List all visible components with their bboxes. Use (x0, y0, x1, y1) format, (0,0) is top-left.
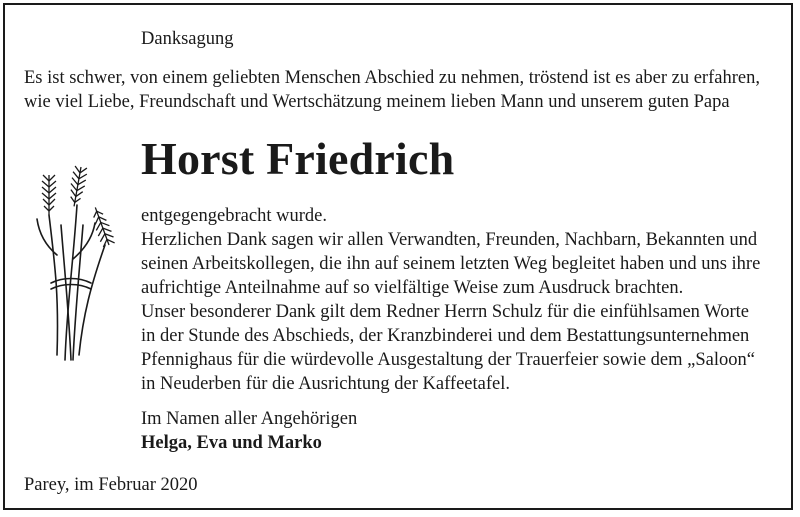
body-line: Herzlichen Dank sagen wir allen Verwandten, Freunden, Nachbarn, Bekannten und (141, 230, 758, 250)
place-date: Parey, im Februar 2020 (24, 475, 198, 495)
signature-block (141, 407, 357, 455)
intro-line: Es ist schwer, von einem geliebten Menschen Abschied zu nehmen, tröstend ist es aber zu erfahren, (24, 68, 760, 88)
body-line: in Neuderben für die Ausrichtung der Kaffeetafel. (141, 374, 510, 394)
body-text (141, 204, 760, 396)
wheat-sheaf-icon (27, 155, 137, 365)
body-line: Unser besonderer Dank gilt dem Redner Herrn Schulz für die einfühlsamen Worte (141, 302, 749, 322)
closing-line: Im Namen aller Angehörigen (141, 409, 358, 429)
body-line: seinen Arbeitskollegen, die ihn auf seinem letzten Weg begleitet haben und uns ihre (141, 254, 761, 274)
obituary-card (3, 3, 793, 510)
body-line: Pfennighaus für die würdevolle Ausgestaltung der Trauerfeier sowie dem „Saloon“ (141, 350, 755, 370)
body-line: aufrichtige Anteilnahme auf so vielfältige Weise zum Ausdruck brachten. (141, 278, 684, 298)
intro-text (24, 66, 760, 114)
body-line: in der Stunde des Abschieds, der Kranzbinderei und dem Bestattungsunternehmen (141, 326, 750, 346)
signers: Helga, Eva und Marko (141, 433, 322, 453)
heading: Danksagung (141, 29, 234, 49)
intro-line: wie viel Liebe, Freundschaft und Wertschätzung meinem lieben Mann und unserem guten Papa (24, 92, 730, 112)
body-line: entgegengebracht wurde. (141, 206, 327, 226)
deceased-name: Horst Friedrich (141, 133, 455, 184)
